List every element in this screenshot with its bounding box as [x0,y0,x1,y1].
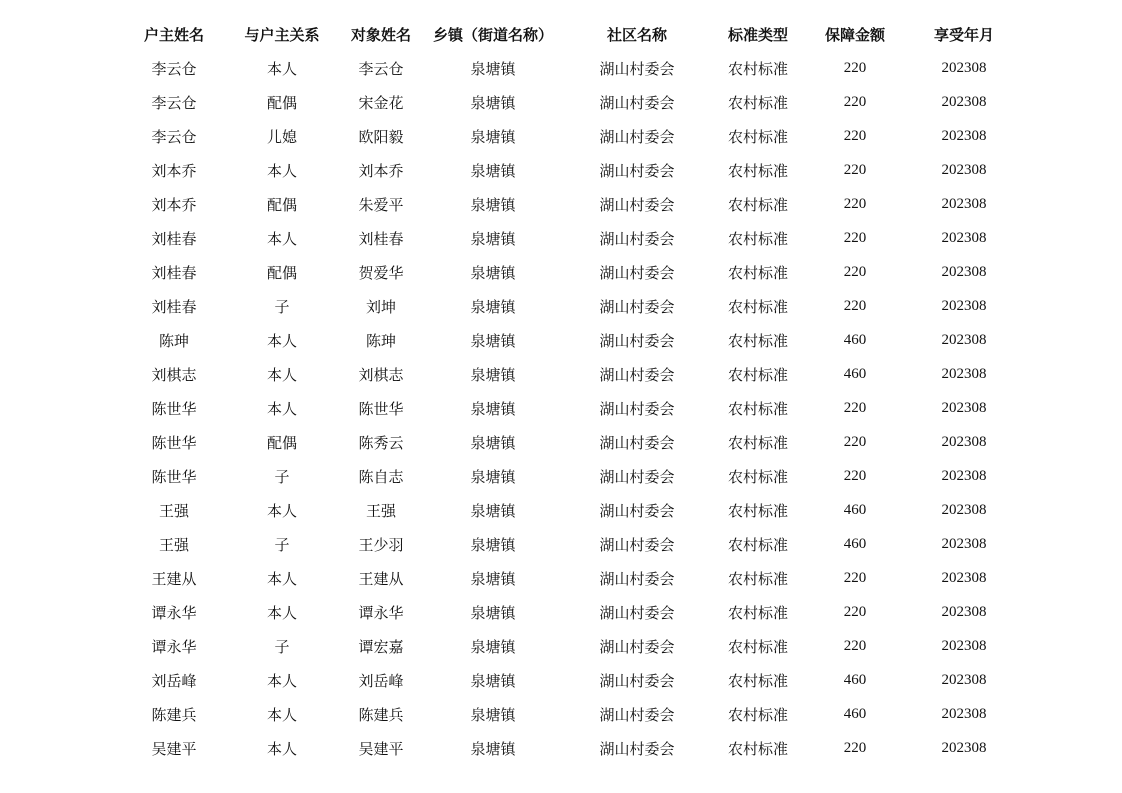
cell-town: 泉塘镇 [470,739,516,758]
cell-recipient-name: 刘棋志 [358,365,404,384]
cell-community: 湖山村委会 [599,195,675,214]
cell-month: 202308 [941,705,987,722]
document-page [120,17,1020,765]
cell-community: 湖山村委会 [599,59,675,78]
cell-town: 泉塘镇 [470,569,516,588]
cell-standard-type: 农村标准 [727,297,788,316]
assistance-table [120,17,1020,765]
cell-householder-name: 王强 [158,501,189,520]
cell-month: 202308 [941,467,987,484]
cell-amount: 220 [843,297,867,314]
cell-community: 湖山村委会 [599,399,675,418]
cell-recipient-name: 谭永华 [358,603,404,622]
cell-recipient-name: 刘本乔 [358,161,404,180]
cell-relationship: 本人 [266,399,297,418]
cell-community: 湖山村委会 [599,637,675,656]
table-row [120,527,1020,561]
table-row [120,459,1020,493]
cell-month: 202308 [941,195,987,212]
cell-householder-name: 陈珅 [158,331,189,350]
cell-relationship: 儿媳 [266,127,297,146]
cell-standard-type: 农村标准 [727,127,788,146]
cell-amount: 220 [843,161,867,178]
table-row [120,153,1020,187]
cell-community: 湖山村委会 [599,603,675,622]
cell-householder-name: 刘本乔 [151,195,197,214]
cell-standard-type: 农村标准 [727,195,788,214]
cell-month: 202308 [941,93,987,110]
cell-town: 泉塘镇 [470,467,516,486]
table-row [120,493,1020,527]
table-row [120,595,1020,629]
cell-recipient-name: 王建从 [358,569,404,588]
cell-relationship: 子 [274,467,290,486]
cell-month: 202308 [941,433,987,450]
column-header-month: 享受年月 [933,25,994,44]
cell-standard-type: 农村标准 [727,467,788,486]
cell-relationship: 配偶 [266,433,297,452]
cell-recipient-name: 陈建兵 [358,705,404,724]
cell-recipient-name: 贺爱华 [358,263,404,282]
cell-standard-type: 农村标准 [727,603,788,622]
column-header-town: 乡镇（街道名称） [432,25,553,44]
cell-town: 泉塘镇 [470,59,516,78]
cell-amount: 220 [843,93,867,110]
cell-relationship: 本人 [266,229,297,248]
cell-householder-name: 王强 [158,535,189,554]
cell-community: 湖山村委会 [599,331,675,350]
cell-relationship: 本人 [266,603,297,622]
cell-amount: 460 [843,331,867,348]
cell-standard-type: 农村标准 [727,637,788,656]
column-header-amount: 保障金额 [824,25,885,44]
cell-amount: 460 [843,671,867,688]
cell-relationship: 本人 [266,705,297,724]
table-row [120,731,1020,765]
cell-amount: 220 [843,433,867,450]
table-row [120,697,1020,731]
cell-householder-name: 陈建兵 [151,705,197,724]
cell-recipient-name: 刘岳峰 [358,671,404,690]
cell-amount: 220 [843,399,867,416]
cell-relationship: 本人 [266,59,297,78]
cell-month: 202308 [941,297,987,314]
cell-community: 湖山村委会 [599,297,675,316]
cell-relationship: 配偶 [266,263,297,282]
cell-town: 泉塘镇 [470,365,516,384]
cell-town: 泉塘镇 [470,331,516,350]
cell-town: 泉塘镇 [470,195,516,214]
cell-month: 202308 [941,365,987,382]
cell-standard-type: 农村标准 [727,229,788,248]
cell-householder-name: 刘桂春 [151,229,197,248]
cell-community: 湖山村委会 [599,671,675,690]
cell-standard-type: 农村标准 [727,161,788,180]
cell-standard-type: 农村标准 [727,331,788,350]
cell-relationship: 子 [274,637,290,656]
cell-relationship: 本人 [266,671,297,690]
cell-amount: 460 [843,705,867,722]
table-row [120,629,1020,663]
column-header-community: 社区名称 [606,25,667,44]
cell-relationship: 本人 [266,161,297,180]
cell-relationship: 本人 [266,501,297,520]
cell-month: 202308 [941,671,987,688]
cell-relationship: 配偶 [266,195,297,214]
cell-householder-name: 李云仓 [151,93,197,112]
table-header-row [120,17,1020,51]
cell-householder-name: 刘桂春 [151,297,197,316]
cell-recipient-name: 谭宏嘉 [358,637,404,656]
cell-standard-type: 农村标准 [727,501,788,520]
cell-month: 202308 [941,59,987,76]
cell-standard-type: 农村标准 [727,739,788,758]
cell-month: 202308 [941,161,987,178]
table-row [120,289,1020,323]
cell-amount: 220 [843,637,867,654]
cell-town: 泉塘镇 [470,501,516,520]
cell-householder-name: 李云仓 [151,59,197,78]
cell-standard-type: 农村标准 [727,535,788,554]
cell-relationship: 配偶 [266,93,297,112]
cell-town: 泉塘镇 [470,535,516,554]
cell-amount: 460 [843,535,867,552]
cell-month: 202308 [941,331,987,348]
cell-community: 湖山村委会 [599,535,675,554]
cell-standard-type: 农村标准 [727,263,788,282]
cell-householder-name: 刘本乔 [151,161,197,180]
cell-community: 湖山村委会 [599,161,675,180]
cell-standard-type: 农村标准 [727,365,788,384]
cell-householder-name: 谭永华 [151,637,197,656]
table-row [120,357,1020,391]
cell-recipient-name: 刘桂春 [358,229,404,248]
cell-month: 202308 [941,569,987,586]
column-header-relationship: 与户主关系 [244,25,320,44]
cell-relationship: 本人 [266,365,297,384]
table-body [120,51,1020,765]
cell-month: 202308 [941,263,987,280]
cell-community: 湖山村委会 [599,467,675,486]
cell-month: 202308 [941,501,987,518]
column-header-recipient-name: 对象姓名 [350,25,411,44]
cell-standard-type: 农村标准 [727,569,788,588]
table-row [120,51,1020,85]
table-row [120,221,1020,255]
cell-community: 湖山村委会 [599,93,675,112]
cell-month: 202308 [941,637,987,654]
cell-amount: 220 [843,59,867,76]
table-row [120,561,1020,595]
cell-amount: 460 [843,365,867,382]
cell-town: 泉塘镇 [470,603,516,622]
cell-amount: 220 [843,603,867,620]
cell-recipient-name: 王强 [365,501,396,520]
cell-community: 湖山村委会 [599,229,675,248]
cell-standard-type: 农村标准 [727,671,788,690]
cell-amount: 220 [843,229,867,246]
cell-community: 湖山村委会 [599,569,675,588]
cell-recipient-name: 王少羽 [358,535,404,554]
table-row [120,255,1020,289]
column-header-householder-name: 户主姓名 [143,25,204,44]
cell-relationship: 本人 [266,569,297,588]
cell-town: 泉塘镇 [470,93,516,112]
cell-relationship: 本人 [266,739,297,758]
cell-community: 湖山村委会 [599,705,675,724]
cell-month: 202308 [941,399,987,416]
cell-town: 泉塘镇 [470,705,516,724]
cell-householder-name: 吴建平 [151,739,197,758]
cell-householder-name: 刘棋志 [151,365,197,384]
cell-town: 泉塘镇 [470,671,516,690]
cell-householder-name: 刘桂春 [151,263,197,282]
cell-amount: 220 [843,195,867,212]
table-row [120,187,1020,221]
cell-recipient-name: 刘坤 [365,297,396,316]
cell-standard-type: 农村标准 [727,399,788,418]
cell-month: 202308 [941,603,987,620]
cell-recipient-name: 陈珅 [365,331,396,350]
cell-standard-type: 农村标准 [727,705,788,724]
cell-householder-name: 陈世华 [151,399,197,418]
cell-amount: 220 [843,739,867,756]
cell-month: 202308 [941,739,987,756]
cell-recipient-name: 宋金花 [358,93,404,112]
column-header-standard-type: 标准类型 [727,25,788,44]
cell-month: 202308 [941,229,987,246]
table-row [120,663,1020,697]
cell-amount: 220 [843,569,867,586]
table-row [120,425,1020,459]
cell-town: 泉塘镇 [470,161,516,180]
cell-community: 湖山村委会 [599,365,675,384]
cell-householder-name: 陈世华 [151,433,197,452]
table-row [120,391,1020,425]
cell-town: 泉塘镇 [470,399,516,418]
cell-recipient-name: 李云仓 [358,59,404,78]
cell-community: 湖山村委会 [599,739,675,758]
cell-householder-name: 刘岳峰 [151,671,197,690]
cell-recipient-name: 朱爱平 [358,195,404,214]
cell-standard-type: 农村标准 [727,59,788,78]
cell-relationship: 子 [274,535,290,554]
cell-town: 泉塘镇 [470,127,516,146]
cell-amount: 220 [843,127,867,144]
cell-householder-name: 王建从 [151,569,197,588]
cell-month: 202308 [941,127,987,144]
cell-town: 泉塘镇 [470,637,516,656]
cell-recipient-name: 陈世华 [358,399,404,418]
cell-town: 泉塘镇 [470,297,516,316]
cell-householder-name: 陈世华 [151,467,197,486]
cell-standard-type: 农村标准 [727,93,788,112]
cell-recipient-name: 吴建平 [358,739,404,758]
table-row [120,85,1020,119]
cell-relationship: 本人 [266,331,297,350]
cell-householder-name: 谭永华 [151,603,197,622]
cell-recipient-name: 欧阳毅 [358,127,404,146]
cell-community: 湖山村委会 [599,501,675,520]
cell-community: 湖山村委会 [599,433,675,452]
cell-community: 湖山村委会 [599,127,675,146]
cell-householder-name: 李云仓 [151,127,197,146]
cell-town: 泉塘镇 [470,433,516,452]
cell-town: 泉塘镇 [470,263,516,282]
cell-community: 湖山村委会 [599,263,675,282]
cell-standard-type: 农村标准 [727,433,788,452]
cell-amount: 220 [843,467,867,484]
cell-amount: 220 [843,263,867,280]
cell-town: 泉塘镇 [470,229,516,248]
cell-month: 202308 [941,535,987,552]
table-row [120,323,1020,357]
cell-relationship: 子 [274,297,290,316]
table-row [120,119,1020,153]
cell-recipient-name: 陈自志 [358,467,404,486]
cell-amount: 460 [843,501,867,518]
cell-recipient-name: 陈秀云 [358,433,404,452]
